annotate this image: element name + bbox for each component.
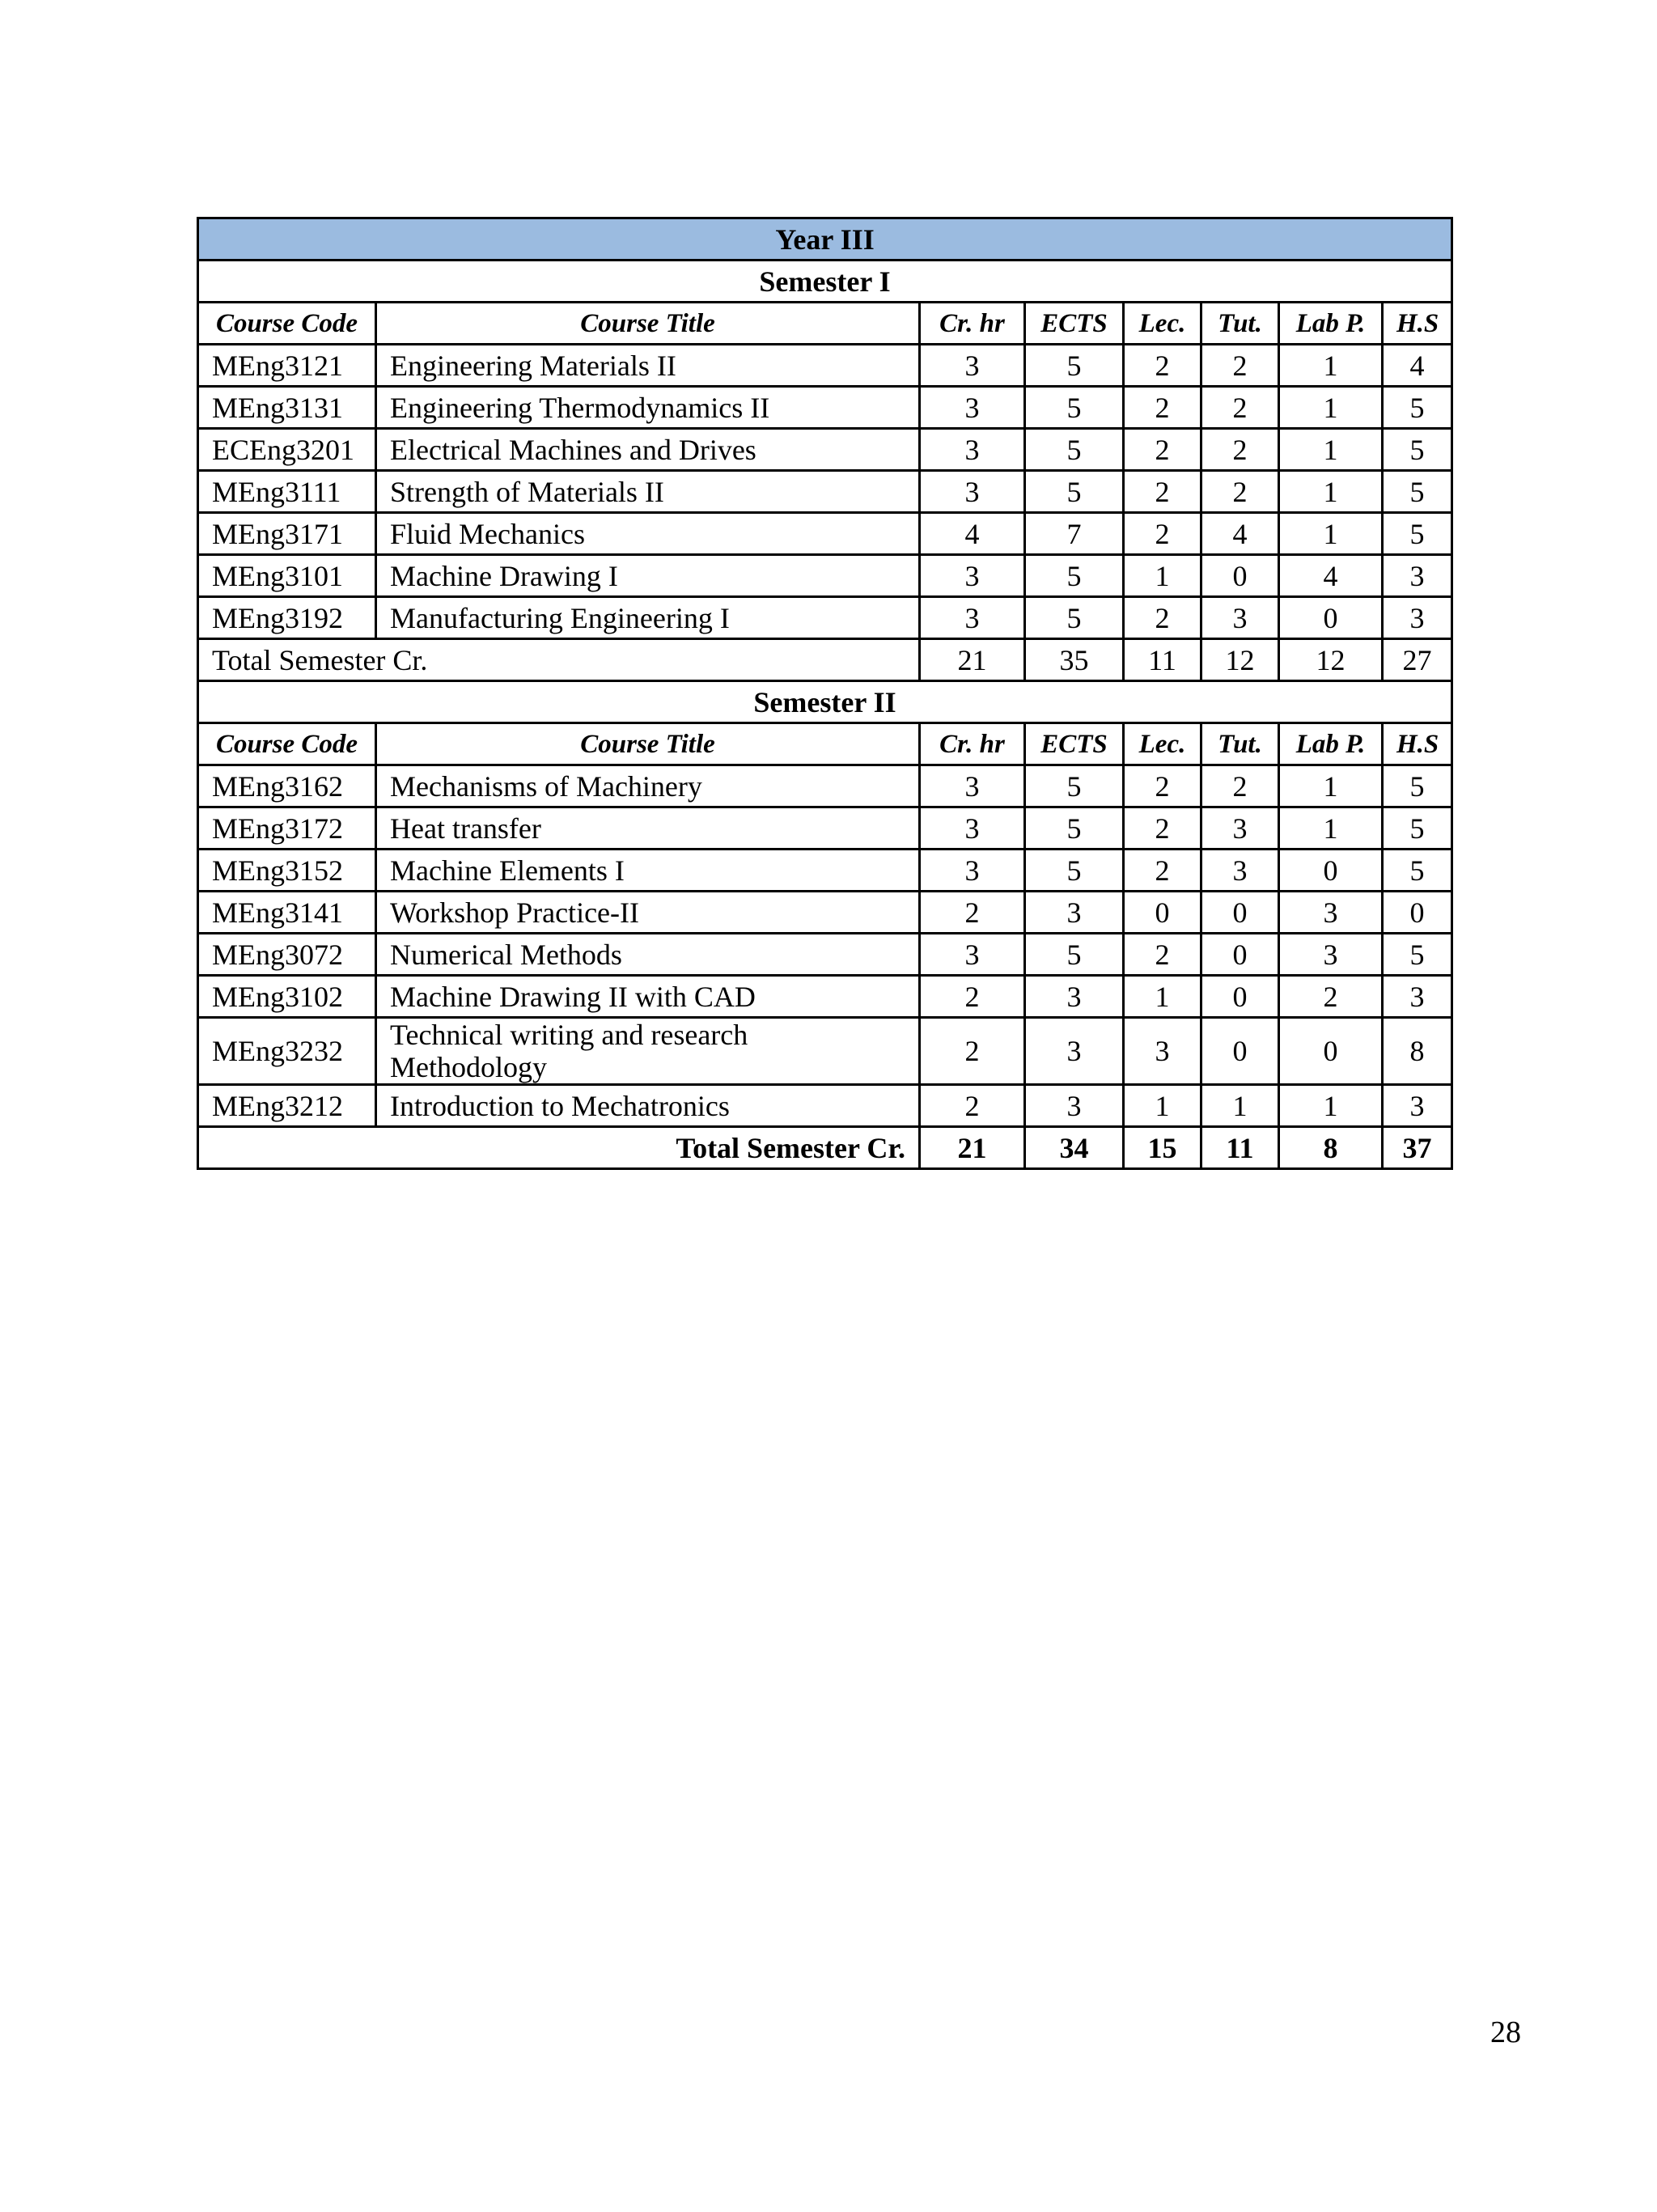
course-hs: 3 xyxy=(1383,555,1452,597)
course-lab: 1 xyxy=(1279,807,1383,850)
semester-total-row xyxy=(198,1127,1452,1169)
course-ects: 5 xyxy=(1025,807,1124,850)
total-tut: 12 xyxy=(1201,639,1279,681)
total-lab: 8 xyxy=(1279,1127,1383,1169)
total-label: Total Semester Cr. xyxy=(198,1127,920,1169)
header-hs: H.S xyxy=(1383,723,1452,765)
course-lec: 1 xyxy=(1124,1085,1201,1127)
course-tut: 3 xyxy=(1201,807,1279,850)
course-lab: 1 xyxy=(1279,765,1383,807)
course-hs: 5 xyxy=(1383,850,1452,892)
header-cr-hr: Cr. hr xyxy=(920,303,1025,345)
course-tut: 3 xyxy=(1201,597,1279,639)
course-lab: 3 xyxy=(1279,892,1383,934)
column-header-row xyxy=(198,723,1452,765)
course-cr-hr: 2 xyxy=(920,1018,1025,1085)
course-ects: 3 xyxy=(1025,1085,1124,1127)
course-title: Machine Drawing II with CAD xyxy=(376,976,920,1018)
course-cr-hr: 3 xyxy=(920,471,1025,513)
course-lec: 0 xyxy=(1124,892,1201,934)
course-tut: 0 xyxy=(1201,934,1279,976)
course-lab: 1 xyxy=(1279,513,1383,555)
course-hs: 4 xyxy=(1383,345,1452,387)
course-code: MEng3172 xyxy=(198,807,376,850)
total-lec: 15 xyxy=(1124,1127,1201,1169)
course-title: Introduction to Mechatronics xyxy=(376,1085,920,1127)
total-cr-hr: 21 xyxy=(920,639,1025,681)
total-label: Total Semester Cr. xyxy=(198,639,920,681)
course-lec: 2 xyxy=(1124,387,1201,429)
header-course-title: Course Title xyxy=(376,723,920,765)
course-lab: 4 xyxy=(1279,555,1383,597)
course-row xyxy=(198,597,1452,639)
course-cr-hr: 4 xyxy=(920,513,1025,555)
course-row xyxy=(198,765,1452,807)
course-lec: 2 xyxy=(1124,513,1201,555)
course-title: Electrical Machines and Drives xyxy=(376,429,920,471)
course-hs: 5 xyxy=(1383,429,1452,471)
year-header-row xyxy=(198,218,1452,261)
course-hs: 8 xyxy=(1383,1018,1452,1085)
course-hs: 0 xyxy=(1383,892,1452,934)
course-tut: 2 xyxy=(1201,429,1279,471)
course-lec: 2 xyxy=(1124,471,1201,513)
course-ects: 5 xyxy=(1025,765,1124,807)
course-tut: 2 xyxy=(1201,471,1279,513)
page-number: 28 xyxy=(1490,2015,1521,2049)
course-cr-hr: 2 xyxy=(920,892,1025,934)
course-ects: 7 xyxy=(1025,513,1124,555)
course-ects: 3 xyxy=(1025,976,1124,1018)
course-tut: 4 xyxy=(1201,513,1279,555)
total-ects: 34 xyxy=(1025,1127,1124,1169)
course-hs: 5 xyxy=(1383,387,1452,429)
course-ects: 3 xyxy=(1025,1018,1124,1085)
course-title: Heat transfer xyxy=(376,807,920,850)
course-lec: 2 xyxy=(1124,807,1201,850)
header-course-code: Course Code xyxy=(198,303,376,345)
curriculum-table xyxy=(197,217,1453,1170)
course-row xyxy=(198,1085,1452,1127)
total-hs: 37 xyxy=(1383,1127,1452,1169)
course-lec: 2 xyxy=(1124,345,1201,387)
course-code: MEng3111 xyxy=(198,471,376,513)
column-header-row xyxy=(198,303,1452,345)
semester-total-row xyxy=(198,639,1452,681)
course-code: ECEng3201 xyxy=(198,429,376,471)
course-cr-hr: 2 xyxy=(920,1085,1025,1127)
header-tut: Tut. xyxy=(1201,303,1279,345)
course-hs: 3 xyxy=(1383,597,1452,639)
course-lec: 2 xyxy=(1124,597,1201,639)
course-row xyxy=(198,1018,1452,1085)
course-row xyxy=(198,429,1452,471)
course-title: Fluid Mechanics xyxy=(376,513,920,555)
course-lab: 1 xyxy=(1279,387,1383,429)
course-row xyxy=(198,345,1452,387)
course-lec: 1 xyxy=(1124,555,1201,597)
course-lec: 1 xyxy=(1124,976,1201,1018)
course-hs: 5 xyxy=(1383,807,1452,850)
semester-title: Semester II xyxy=(198,681,1452,723)
course-tut: 2 xyxy=(1201,765,1279,807)
course-ects: 5 xyxy=(1025,429,1124,471)
course-tut: 0 xyxy=(1201,555,1279,597)
course-cr-hr: 3 xyxy=(920,850,1025,892)
course-ects: 5 xyxy=(1025,934,1124,976)
course-lab: 3 xyxy=(1279,934,1383,976)
course-row xyxy=(198,892,1452,934)
course-row xyxy=(198,471,1452,513)
course-lab: 1 xyxy=(1279,471,1383,513)
course-tut: 0 xyxy=(1201,976,1279,1018)
course-cr-hr: 3 xyxy=(920,597,1025,639)
course-code: MEng3102 xyxy=(198,976,376,1018)
header-ects: ECTS xyxy=(1025,723,1124,765)
course-lab: 1 xyxy=(1279,345,1383,387)
course-tut: 0 xyxy=(1201,892,1279,934)
course-lab: 1 xyxy=(1279,429,1383,471)
course-ects: 5 xyxy=(1025,471,1124,513)
course-cr-hr: 3 xyxy=(920,807,1025,850)
header-course-code: Course Code xyxy=(198,723,376,765)
course-cr-hr: 3 xyxy=(920,345,1025,387)
course-ects: 5 xyxy=(1025,555,1124,597)
course-title: Machine Drawing I xyxy=(376,555,920,597)
course-title: Engineering Materials II xyxy=(376,345,920,387)
semester-title-row xyxy=(198,261,1452,303)
course-ects: 5 xyxy=(1025,597,1124,639)
header-ects: ECTS xyxy=(1025,303,1124,345)
course-lab: 1 xyxy=(1279,1085,1383,1127)
header-cr-hr: Cr. hr xyxy=(920,723,1025,765)
course-lec: 2 xyxy=(1124,850,1201,892)
semester-title-row xyxy=(198,681,1452,723)
course-code: MEng3141 xyxy=(198,892,376,934)
course-lab: 2 xyxy=(1279,976,1383,1018)
course-tut: 2 xyxy=(1201,345,1279,387)
header-hs: H.S xyxy=(1383,303,1452,345)
course-lec: 2 xyxy=(1124,429,1201,471)
course-hs: 5 xyxy=(1383,934,1452,976)
course-code: MEng3232 xyxy=(198,1018,376,1085)
course-title: Strength of Materials II xyxy=(376,471,920,513)
header-lec: Lec. xyxy=(1124,723,1201,765)
total-tut: 11 xyxy=(1201,1127,1279,1169)
year-title: Year III xyxy=(198,218,1452,261)
course-row xyxy=(198,934,1452,976)
total-lec: 11 xyxy=(1124,639,1201,681)
course-row xyxy=(198,807,1452,850)
total-lab: 12 xyxy=(1279,639,1383,681)
course-tut: 3 xyxy=(1201,850,1279,892)
total-cr-hr: 21 xyxy=(920,1127,1025,1169)
total-hs: 27 xyxy=(1383,639,1452,681)
course-code: MEng3162 xyxy=(198,765,376,807)
course-code: MEng3212 xyxy=(198,1085,376,1127)
course-title: Numerical Methods xyxy=(376,934,920,976)
course-title: Mechanisms of Machinery xyxy=(376,765,920,807)
header-course-title: Course Title xyxy=(376,303,920,345)
header-lab: Lab P. xyxy=(1279,303,1383,345)
course-row xyxy=(198,513,1452,555)
course-tut: 1 xyxy=(1201,1085,1279,1127)
course-hs: 5 xyxy=(1383,513,1452,555)
course-tut: 0 xyxy=(1201,1018,1279,1085)
semester-title: Semester I xyxy=(198,261,1452,303)
course-row xyxy=(198,387,1452,429)
course-title: Manufacturing Engineering I xyxy=(376,597,920,639)
course-ects: 5 xyxy=(1025,387,1124,429)
course-ects: 5 xyxy=(1025,345,1124,387)
course-lab: 0 xyxy=(1279,1018,1383,1085)
course-title: Engineering Thermodynamics II xyxy=(376,387,920,429)
course-code: MEng3131 xyxy=(198,387,376,429)
course-title: Machine Elements I xyxy=(376,850,920,892)
course-ects: 5 xyxy=(1025,850,1124,892)
course-cr-hr: 3 xyxy=(920,387,1025,429)
course-cr-hr: 2 xyxy=(920,976,1025,1018)
course-tut: 2 xyxy=(1201,387,1279,429)
course-lec: 2 xyxy=(1124,934,1201,976)
header-tut: Tut. xyxy=(1201,723,1279,765)
course-lab: 0 xyxy=(1279,597,1383,639)
course-title: Workshop Practice-II xyxy=(376,892,920,934)
header-lab: Lab P. xyxy=(1279,723,1383,765)
course-row xyxy=(198,850,1452,892)
course-cr-hr: 3 xyxy=(920,765,1025,807)
course-code: MEng3152 xyxy=(198,850,376,892)
course-cr-hr: 3 xyxy=(920,429,1025,471)
course-code: MEng3121 xyxy=(198,345,376,387)
course-row xyxy=(198,555,1452,597)
course-cr-hr: 3 xyxy=(920,934,1025,976)
course-hs: 5 xyxy=(1383,765,1452,807)
course-code: MEng3192 xyxy=(198,597,376,639)
course-code: MEng3101 xyxy=(198,555,376,597)
header-lec: Lec. xyxy=(1124,303,1201,345)
course-hs: 3 xyxy=(1383,1085,1452,1127)
course-hs: 3 xyxy=(1383,976,1452,1018)
course-lec: 2 xyxy=(1124,765,1201,807)
course-code: MEng3072 xyxy=(198,934,376,976)
course-lab: 0 xyxy=(1279,850,1383,892)
course-hs: 5 xyxy=(1383,471,1452,513)
course-code: MEng3171 xyxy=(198,513,376,555)
course-title: Technical writing and research Methodology xyxy=(376,1018,920,1085)
total-ects: 35 xyxy=(1025,639,1124,681)
course-cr-hr: 3 xyxy=(920,555,1025,597)
course-row xyxy=(198,976,1452,1018)
course-ects: 3 xyxy=(1025,892,1124,934)
course-lec: 3 xyxy=(1124,1018,1201,1085)
